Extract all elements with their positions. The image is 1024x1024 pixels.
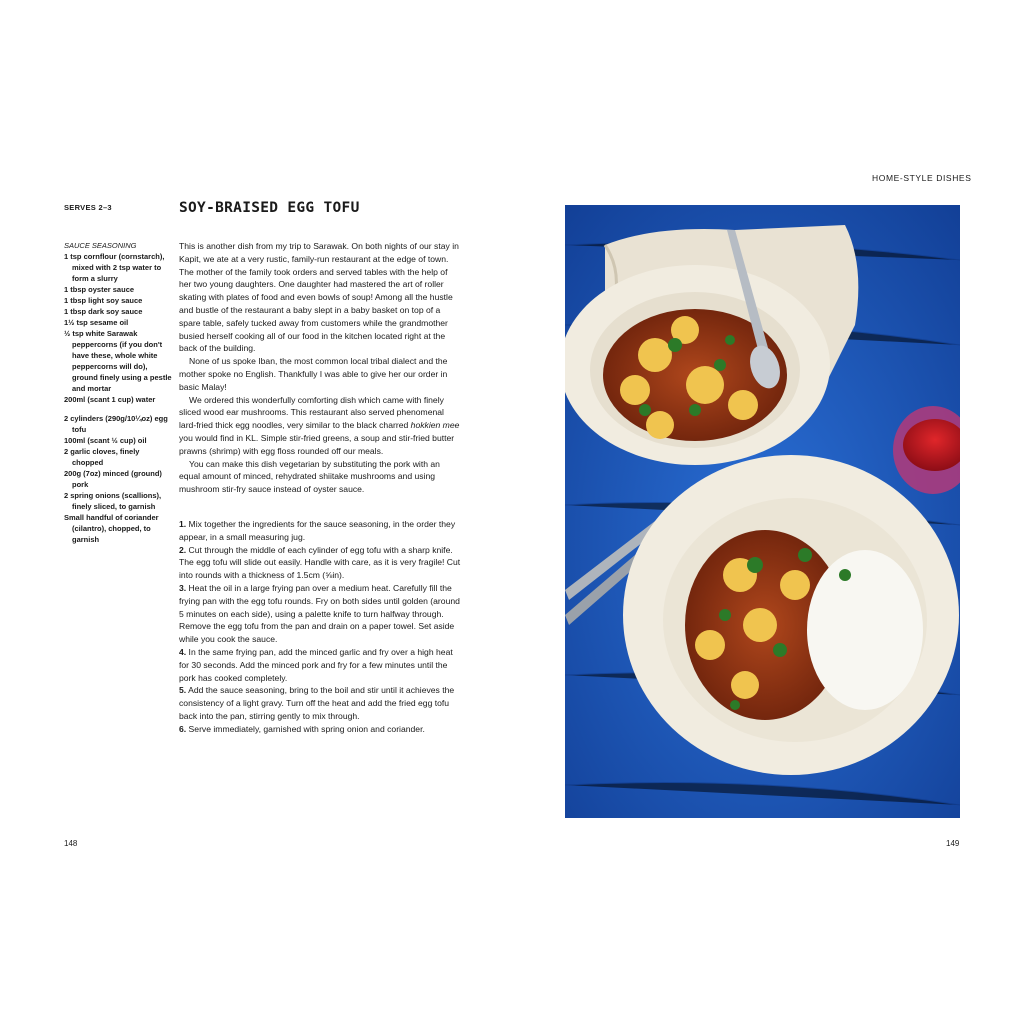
method-step: 2. Cut through the middle of each cylinder of egg tofu with a sharp knife. The egg tofu will slide out easily. Handle with care, as it is very fragile! Cut into rounds with a thickness of 1.5cm (⅝in). bbox=[179, 544, 461, 581]
method-step: 3. Heat the oil in a large frying pan over a medium heat. Carefully fill the frying pan with the egg tofu rounds. Fry on both sides until golden (around 5 minutes on each side), using a palette knife to turn halfway through. Remove the egg tofu from the pan and drain on a paper towel. Set aside while you cook the sauce. bbox=[179, 582, 460, 645]
ingredient-item: 200g (7oz) minced (ground) pork bbox=[64, 469, 162, 489]
intro-paragraph: This is another dish from my trip to Sarawak. On both nights of our stay in Kapit, we ate at a very rustic, family-run restaurant at the edge of town. The mother of the family took orders and served tables with the help of her two young daughters. One daughter had mastered the art of roller skating with plates of food and even bowls of soup! Among all the hustle and bustle of the restaurant a baby slept in a baby basket on top of a spare table, safely tucked away from customers while the grandmother busied herself cooking all of our food in the kitchen located right at the back of the building. bbox=[179, 241, 459, 354]
method-step: 5. Add the sauce seasoning, bring to the boil and stir until it achieves the consistency of a light gravy. Turn off the heat and add the fried egg tofu back into the pan, stirring gently to mix through. bbox=[179, 685, 455, 721]
method-step: 1. Mix together the ingredients for the sauce seasoning, in the order they appear, in a small measuring jug. bbox=[179, 519, 456, 542]
method-step: 4. In the same frying pan, add the minced garlic and fry over a high heat for 30 seconds. Add the minced pork and fry for a few minutes until the pork has cooked completely. bbox=[179, 646, 453, 683]
ingredient-item: 200ml (scant 1 cup) water bbox=[64, 395, 156, 404]
intro-paragraph: We ordered this wonderfully comforting dish which came with finely sliced wood ear mushrooms. This restaurant also served phenomenal lard-fried thick egg noodles, very similar to the black charred hokkien mee you would find in KL. Simple stir-fried greens, a soup and stir-fried butter prawns (shrimp) with egg floss rounded off our meals. bbox=[179, 394, 460, 456]
page-number-left: 148 bbox=[64, 839, 78, 848]
method-steps bbox=[179, 518, 461, 736]
page-number-right: 149 bbox=[946, 839, 960, 848]
ingredients-list bbox=[64, 240, 172, 545]
ingredient-item: 2 cylinders (290g/10¼oz) egg tofu bbox=[64, 414, 168, 434]
ingredient-item: 2 garlic cloves, finely chopped bbox=[64, 447, 140, 467]
ingredient-item: 1 tbsp oyster sauce bbox=[64, 285, 135, 294]
ingredient-item: 1 tbsp dark soy sauce bbox=[64, 307, 143, 316]
ingredient-item: 2 spring onions (scallions), finely sliced, to garnish bbox=[64, 491, 162, 511]
ingredient-item: 1 tbsp light soy sauce bbox=[64, 296, 143, 305]
intro-paragraph: You can make this dish vegetarian by substituting the pork with an equal amount of minced, rehydrated shiitake mushrooms and using mushroom stir-fry sauce instead of oyster sauce. bbox=[179, 458, 440, 495]
ingredient-item: ½ tsp white Sarawak peppercorns (if you don't have these, whole white peppercorns will do), ground finely using a pestle and mortar bbox=[64, 329, 172, 393]
intro-paragraph: None of us spoke Iban, the most common local tribal dialect and the mother spoke no English. Thankfully I was able to give her our order in basic Malay! bbox=[179, 356, 448, 392]
intro-text bbox=[179, 240, 461, 496]
dish-photo bbox=[565, 205, 960, 818]
section-label: HOME-STYLE DISHES bbox=[872, 173, 972, 183]
ingredient-item: 1 tsp cornflour (cornstarch), mixed with 2 tsp water to form a slurry bbox=[64, 252, 165, 283]
ingredient-item: 100ml (scant ½ cup) oil bbox=[64, 436, 147, 445]
ingredient-item: Small handful of coriander (cilantro), chopped, to garnish bbox=[64, 513, 159, 544]
ingredient-item: 1½ tsp sesame oil bbox=[64, 318, 129, 327]
recipe-title: SOY-BRAISED EGG TOFU bbox=[179, 200, 360, 216]
sauce-seasoning-heading: SAUCE SEASONING bbox=[64, 241, 137, 250]
serves-label: SERVES 2–3 bbox=[64, 203, 112, 212]
method-step: 6. Serve immediately, garnished with spring onion and coriander. bbox=[179, 723, 425, 734]
